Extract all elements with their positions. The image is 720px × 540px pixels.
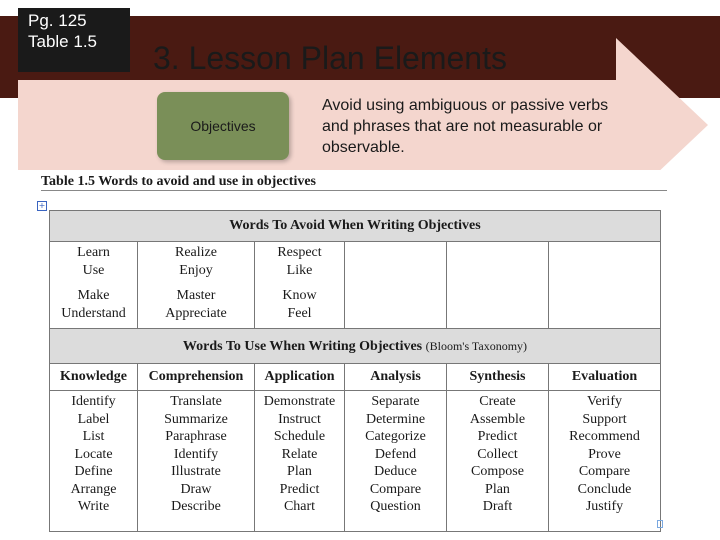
use-word: Define <box>74 464 113 479</box>
use-column <box>138 391 255 531</box>
use-column <box>447 391 549 531</box>
use-word: Describe <box>171 499 221 514</box>
use-word: Summarize <box>164 411 228 427</box>
bloom-level-heading: Comprehension <box>138 364 255 391</box>
use-header <box>50 328 660 364</box>
corner-mark <box>657 520 663 528</box>
avoid-column <box>345 242 447 328</box>
avoid-word: Learn <box>77 245 110 260</box>
use-word: Plan <box>485 481 510 497</box>
figure-caption: Table 1.5 Words to avoid and use in objectives <box>41 174 316 189</box>
use-word: Justify <box>585 499 624 514</box>
use-word: Collect <box>477 446 518 462</box>
use-word: Support <box>582 411 627 427</box>
table-figure <box>37 170 667 530</box>
avoid-word: Master <box>176 288 216 303</box>
objectives-box: Objectives <box>157 92 289 160</box>
use-words-row <box>50 391 660 531</box>
use-word: Prove <box>588 446 621 462</box>
bloom-level-heading: Analysis <box>345 364 447 391</box>
caption-divider <box>41 190 667 191</box>
table-reference: Table 1.5 <box>28 32 97 51</box>
use-word: Demonstrate <box>263 394 336 409</box>
use-word: Translate <box>170 394 222 409</box>
use-word: Illustrate <box>171 464 221 479</box>
use-word: Paraphrase <box>165 429 227 444</box>
avoid-word: Feel <box>287 305 312 321</box>
use-column <box>255 391 345 531</box>
use-word: Locate <box>74 446 113 462</box>
use-word: Question <box>370 499 421 514</box>
use-word: Predict <box>279 481 320 497</box>
avoid-words-row <box>50 242 660 328</box>
slide-title: 3. Lesson Plan Elements <box>153 40 507 76</box>
use-word: Compare <box>369 481 422 497</box>
avoid-word: Realize <box>175 245 217 260</box>
objectives-description: Avoid using ambiguous or passive verbs and phrases that are not measurable or observable. <box>322 97 609 156</box>
avoid-word: Respect <box>277 245 322 260</box>
use-word: Arrange <box>70 481 117 497</box>
plus-box-icon[interactable]: + <box>38 201 46 210</box>
use-word: Verify <box>587 394 622 409</box>
use-word: Create <box>479 394 516 409</box>
use-word: Separate <box>371 394 420 409</box>
use-word: Chart <box>283 499 316 514</box>
use-word: Plan <box>287 464 312 479</box>
avoid-word: Appreciate <box>165 305 227 321</box>
use-word: Write <box>77 499 110 514</box>
use-word: List <box>82 429 105 444</box>
avoid-column <box>50 242 138 328</box>
use-column <box>345 391 447 531</box>
use-word: Relate <box>281 446 318 462</box>
bloom-level-headings <box>50 364 660 391</box>
word-group-spacer <box>138 279 254 287</box>
avoid-word: Use <box>82 262 105 278</box>
avoid-header: Words To Avoid When Writing Objectives <box>50 211 660 242</box>
avoid-column <box>549 242 660 328</box>
avoid-word: Make <box>77 288 110 303</box>
word-group-spacer <box>255 279 344 287</box>
use-word: Recommend <box>569 429 640 444</box>
use-word: Schedule <box>273 429 326 444</box>
avoid-column <box>138 242 255 328</box>
use-header-note: (Bloom's Taxonomy) <box>425 339 528 353</box>
bloom-level-heading: Application <box>255 364 345 391</box>
word-group-spacer <box>50 279 137 287</box>
use-word: Draw <box>180 481 212 497</box>
bloom-level-heading: Synthesis <box>447 364 549 391</box>
use-column <box>50 391 138 531</box>
use-word: Identify <box>173 446 219 462</box>
use-word: Draft <box>482 499 513 514</box>
use-word: Categorize <box>365 429 426 444</box>
page-number: Pg. 125 <box>28 11 87 30</box>
use-word: Assemble <box>469 411 526 427</box>
use-word: Determine <box>365 411 426 427</box>
use-word: Compose <box>471 464 524 479</box>
avoid-word: Like <box>286 262 313 278</box>
objectives-words-table <box>49 210 661 532</box>
use-word: Identify <box>71 394 116 409</box>
avoid-column <box>255 242 345 328</box>
use-word: Instruct <box>278 411 321 427</box>
avoid-word: Understand <box>61 305 126 321</box>
use-header-title: Words To Use When Writing Objectives <box>182 339 423 354</box>
use-word: Predict <box>477 429 518 444</box>
avoid-word: Know <box>282 288 317 303</box>
use-word: Compare <box>578 464 631 479</box>
use-word: Conclude <box>577 481 632 497</box>
use-column <box>549 391 660 531</box>
avoid-column <box>447 242 549 328</box>
use-word: Label <box>77 411 110 427</box>
avoid-word: Enjoy <box>179 262 213 278</box>
use-word: Deduce <box>374 464 417 479</box>
bloom-level-heading: Knowledge <box>50 364 138 391</box>
bloom-level-heading: Evaluation <box>549 364 660 391</box>
use-word: Defend <box>374 446 417 462</box>
